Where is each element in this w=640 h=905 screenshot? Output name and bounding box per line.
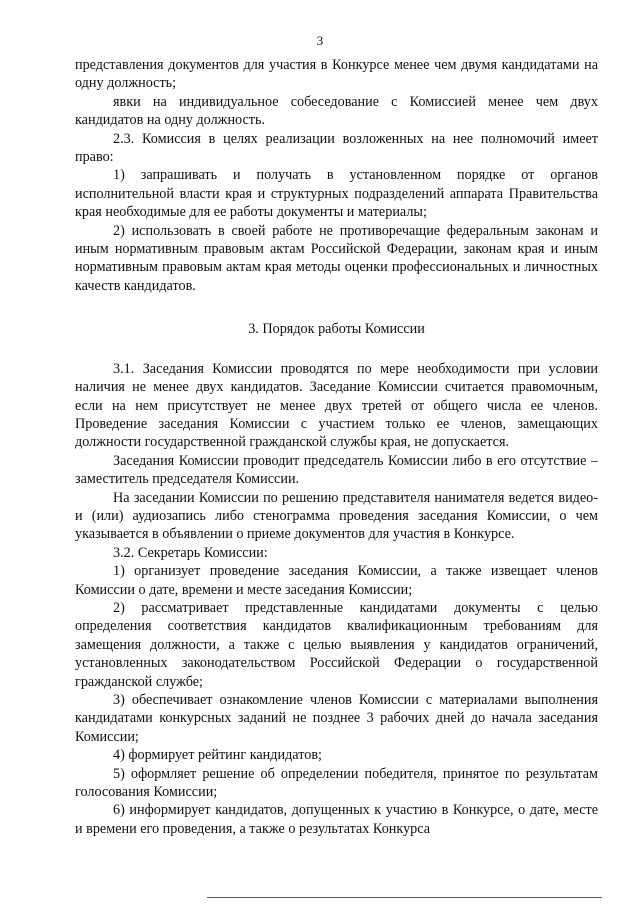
scan-edge-line [207, 897, 602, 898]
paragraph: 4) формирует рейтинг кандидатов; [113, 747, 322, 764]
paragraph: 2) использовать в своей работе не противоречащие федеральным законам и иным нормативным правовым актам Российской Федерации, законам края и иным нормативным правовым актам края методы оценки профессиональных и личностных качеств кандидатов. [75, 222, 598, 294]
paragraph: 3.2. Секретарь Комиссии: [113, 544, 268, 561]
paragraph: На заседании Комиссии по решению представителя нанимателя ведется видео- и (или) аудиозапись либо стенограмма проведения заседания Комиссии, о чем указывается в объявлении о приеме документов для участия в Конкурсе. [75, 489, 598, 543]
paragraph: явки на индивидуальное собеседование с Комиссией менее чем двух кандидатов на одну должность. [75, 93, 598, 129]
paragraph: Заседания Комиссии проводит председатель Комиссии либо в его отсутствие – заместитель председателя Комиссии. [75, 452, 598, 488]
paragraph: 1) организует проведение заседания Комиссии, а также извещает членов Комиссии о дате, времени и месте заседания Комиссии; [75, 563, 598, 598]
paragraph: 2) рассматривает представленные кандидатами документы с целью определения соответствия кандидатов квалификационным требованиям для замещения должности, а также с целью выявления у кандидатов ограничений, установленных законодательством Российской Федерации о государственной гражданской службе; [75, 599, 598, 690]
paragraph: 5) оформляет решение об определении победителя, принятое по результатам голосования Комиссии; [75, 765, 598, 801]
paragraph: представления документов для участия в Конкурсе менее чем двумя кандидатами на одну должность; [75, 57, 598, 92]
page-number: 3 [316, 33, 324, 48]
paragraph: 6) информирует кандидатов, допущенных к участию в Конкурсе, о дате, месте и времени его проведения, а также о результатах Конкурса [75, 802, 598, 837]
paragraph: 3) обеспечивает ознакомление членов Комиссии с материалами выполнения кандидатами конкурсных заданий не позднее 3 рабочих дней до начала заседания Комиссии; [75, 692, 598, 745]
paragraph: 3.1. Заседания Комиссии проводятся по мере необходимости при условии наличия не менее двух кандидатов. Заседание Комиссии считается правомочным, если на нем присутствует не менее двух третей от общего числа ее членов. Проведение заседания Комиссии с участием только ее членов, замещающих должности государственной гражданской службы края, не допускается. [75, 360, 598, 451]
section-heading: 3. Порядок работы Комиссии [248, 321, 425, 338]
paragraph: 1) запрашивать и получать в установленном порядке от органов исполнительной власти края и структурных подразделений аппарата Правительства края необходимые для ее работы документы и материалы; [75, 167, 598, 221]
document-body [75, 56, 598, 838]
paragraph: 2.3. Комиссия в целях реализации возложенных на нее полномочий имеет право: [75, 130, 598, 166]
